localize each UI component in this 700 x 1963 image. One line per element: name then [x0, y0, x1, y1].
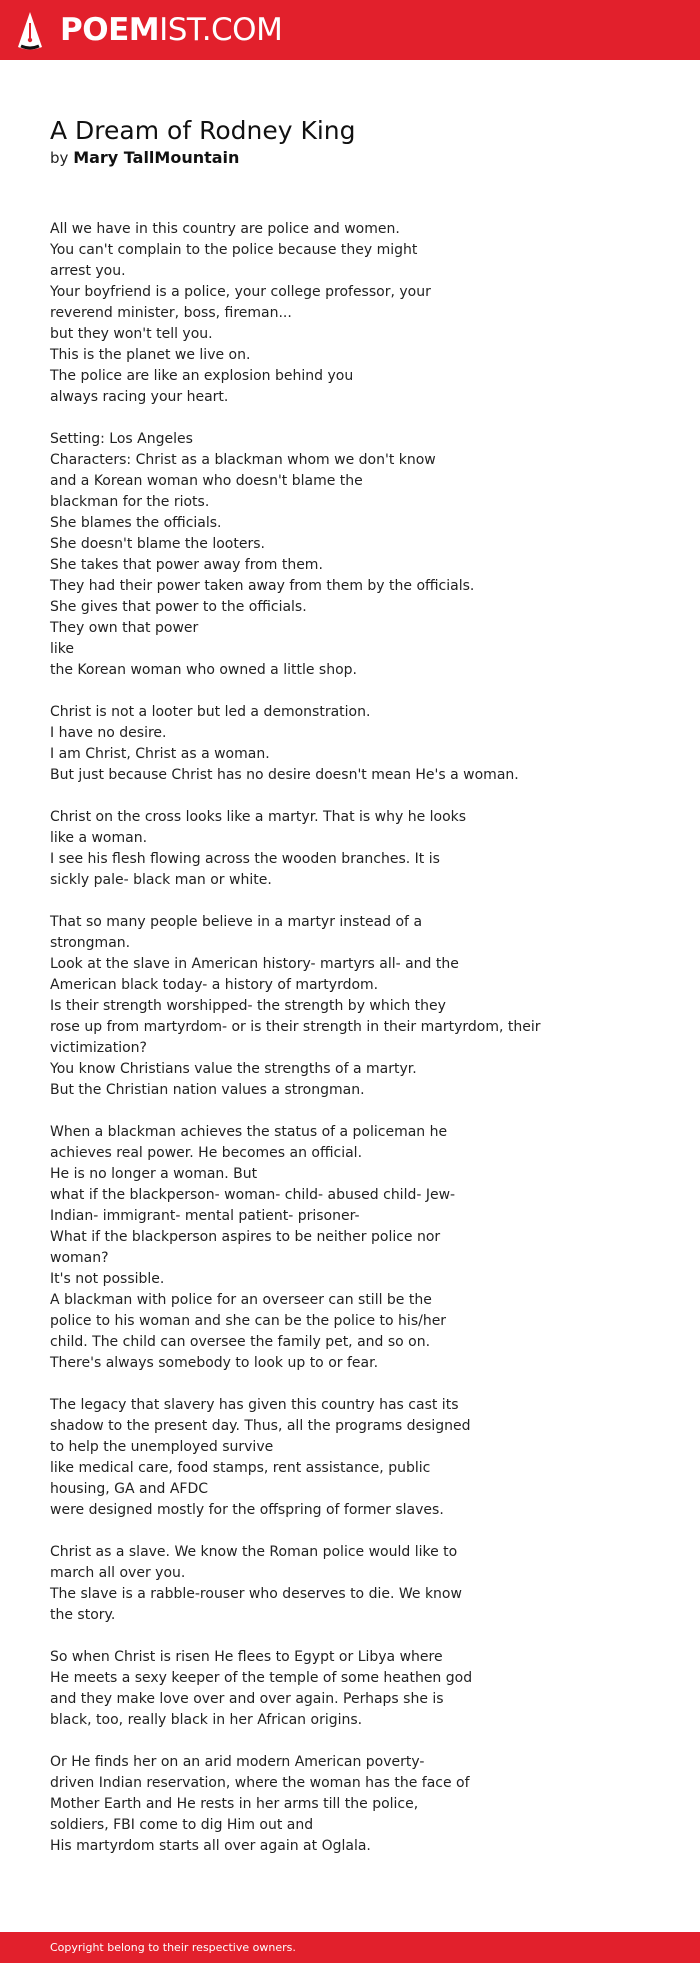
site-logo[interactable] — [60, 11, 282, 49]
poem-line: American black today- a history of martyrdom. — [50, 977, 379, 993]
poem-line: were designed mostly for the offspring of former slaves. — [50, 1502, 444, 1518]
poem-line: Christ on the cross looks like a martyr. That is why he looks — [50, 809, 467, 825]
poem-line: woman? — [50, 1250, 109, 1266]
poem-line: I see his flesh flowing across the wooden branches. It is — [50, 851, 440, 867]
poem-title: A Dream of Rodney King — [50, 116, 356, 145]
poem-line: and a Korean woman who doesn't blame the — [50, 473, 363, 489]
poem-line: what if the blackperson- woman- child- abused child- Jew- — [50, 1187, 456, 1203]
poem-author: Mary TallMountain — [73, 148, 240, 167]
poem-line: I have no desire. — [50, 725, 167, 741]
poem-line: Setting: Los Angeles — [50, 431, 193, 447]
poem-line: Indian- immigrant- mental patient- prisoner- — [50, 1208, 360, 1224]
poem-line: What if the blackperson aspires to be neither police nor — [50, 1229, 441, 1245]
poem-line: like medical care, food stamps, rent assistance, public — [50, 1460, 431, 1476]
poem-line: The police are like an explosion behind you — [50, 368, 354, 384]
poem-line: black, too, really black in her African origins. — [50, 1712, 363, 1728]
poem-line: but they won't tell you. — [50, 326, 213, 342]
poem-line: to help the unemployed survive — [50, 1439, 274, 1455]
poem-line: She takes that power away from them. — [50, 557, 323, 573]
poem-line: driven Indian reservation, where the woman has the face of — [50, 1775, 470, 1791]
poem-line: reverend minister, boss, fireman... — [50, 305, 292, 321]
poem-stanza — [50, 1122, 670, 1374]
poem-line: They had their power taken away from them by the officials. — [50, 578, 475, 594]
poem-line: She gives that power to the officials. — [50, 599, 307, 615]
poem-line: It's not possible. — [50, 1271, 165, 1287]
poem-line: housing, GA and AFDC — [50, 1481, 209, 1497]
poem-line: There's always somebody to look up to or fear. — [50, 1355, 379, 1371]
by-label: by — [50, 149, 69, 167]
poem-line: He meets a sexy keeper of the temple of some heathen god — [50, 1670, 473, 1686]
poem-stanza — [50, 1542, 670, 1626]
poem-line: Look at the slave in American history- martyrs all- and the — [50, 956, 459, 972]
fountain-pen-nib-icon — [16, 11, 44, 51]
poem-line: the story. — [50, 1607, 116, 1623]
poem-line: All we have in this country are police and women. — [50, 221, 400, 237]
poem-line: child. The child can oversee the family pet, and so on. — [50, 1334, 431, 1350]
poem-line: sickly pale- black man or white. — [50, 872, 272, 888]
poem-line: blackman for the riots. — [50, 494, 210, 510]
poem-line: Is their strength worshipped- the strength by which they — [50, 998, 446, 1014]
poem-byline — [50, 147, 239, 169]
poem-line: like — [50, 641, 75, 657]
logo-text-bold: POEM — [60, 12, 160, 48]
poem-line: police to his woman and she can be the police to his/her — [50, 1313, 447, 1329]
poem-line: Christ as a slave. We know the Roman police would like to — [50, 1544, 458, 1560]
poem-stanza — [50, 1647, 670, 1731]
poem-line: Mother Earth and He rests in her arms till the police, — [50, 1796, 419, 1812]
poem-line: arrest you. — [50, 263, 126, 279]
poem-line: and they make love over and over again. Perhaps she is — [50, 1691, 444, 1707]
poem-line: rose up from martyrdom- or is their strength in their martyrdom, their — [50, 1019, 541, 1035]
poem-line: like a woman. — [50, 830, 148, 846]
poem-line: achieves real power. He becomes an official. — [50, 1145, 363, 1161]
poem-line: When a blackman achieves the status of a policeman he — [50, 1124, 448, 1140]
site-header — [0, 0, 700, 60]
poem-line: soldiers, FBI come to dig Him out and — [50, 1817, 314, 1833]
copyright-text: Copyright belong to their respective owners. — [50, 1941, 296, 1954]
poem-line: Christ is not a looter but led a demonstration. — [50, 704, 371, 720]
poem-line: shadow to the present day. Thus, all the programs designed — [50, 1418, 471, 1434]
poem-line: You know Christians value the strengths of a martyr. — [50, 1061, 417, 1077]
poem-line: His martyrdom starts all over again at Oglala. — [50, 1838, 371, 1854]
poem-line: But just because Christ has no desire doesn't mean He's a woman. — [50, 767, 519, 783]
poem-line: strongman. — [50, 935, 131, 951]
poem-stanza — [50, 912, 670, 1101]
poem-stanza — [50, 219, 670, 408]
poem-line: The legacy that slavery has given this country has cast its — [50, 1397, 459, 1413]
poem-line: I am Christ, Christ as a woman. — [50, 746, 270, 762]
poem-line: march all over you. — [50, 1565, 186, 1581]
poem-stanza — [50, 1395, 670, 1521]
poem-line: That so many people believe in a martyr instead of a — [50, 914, 423, 930]
site-footer — [0, 1932, 700, 1963]
poem-line: victimization? — [50, 1040, 147, 1056]
poem-line: He is no longer a woman. But — [50, 1166, 258, 1182]
poem-line: Or He finds her on an arid modern American poverty- — [50, 1754, 425, 1770]
poem-line: They own that power — [50, 620, 199, 636]
poem-line: But the Christian nation values a strongman. — [50, 1082, 365, 1098]
poem-line: always racing your heart. — [50, 389, 229, 405]
poem-line: A blackman with police for an overseer can still be the — [50, 1292, 432, 1308]
logo-text-light: IST.COM — [159, 12, 283, 48]
poem-line: She doesn't blame the looters. — [50, 536, 265, 552]
poem-line: Characters: Christ as a blackman whom we don't know — [50, 452, 436, 468]
poem-line: She blames the officials. — [50, 515, 222, 531]
poem-stanza — [50, 807, 670, 891]
poem-stanza — [50, 702, 670, 786]
poem-line: So when Christ is risen He flees to Egypt or Libya where — [50, 1649, 443, 1665]
poem-line: You can't complain to the police because they might — [50, 242, 418, 258]
poem-body — [50, 219, 670, 1878]
poem-line: The slave is a rabble-rouser who deserves to die. We know — [50, 1586, 462, 1602]
poem-stanza — [50, 1752, 670, 1857]
poem-stanza — [50, 429, 670, 681]
poem-line: Your boyfriend is a police, your college professor, your — [50, 284, 431, 300]
poem-line: the Korean woman who owned a little shop. — [50, 662, 357, 678]
poem-line: This is the planet we live on. — [50, 347, 251, 363]
